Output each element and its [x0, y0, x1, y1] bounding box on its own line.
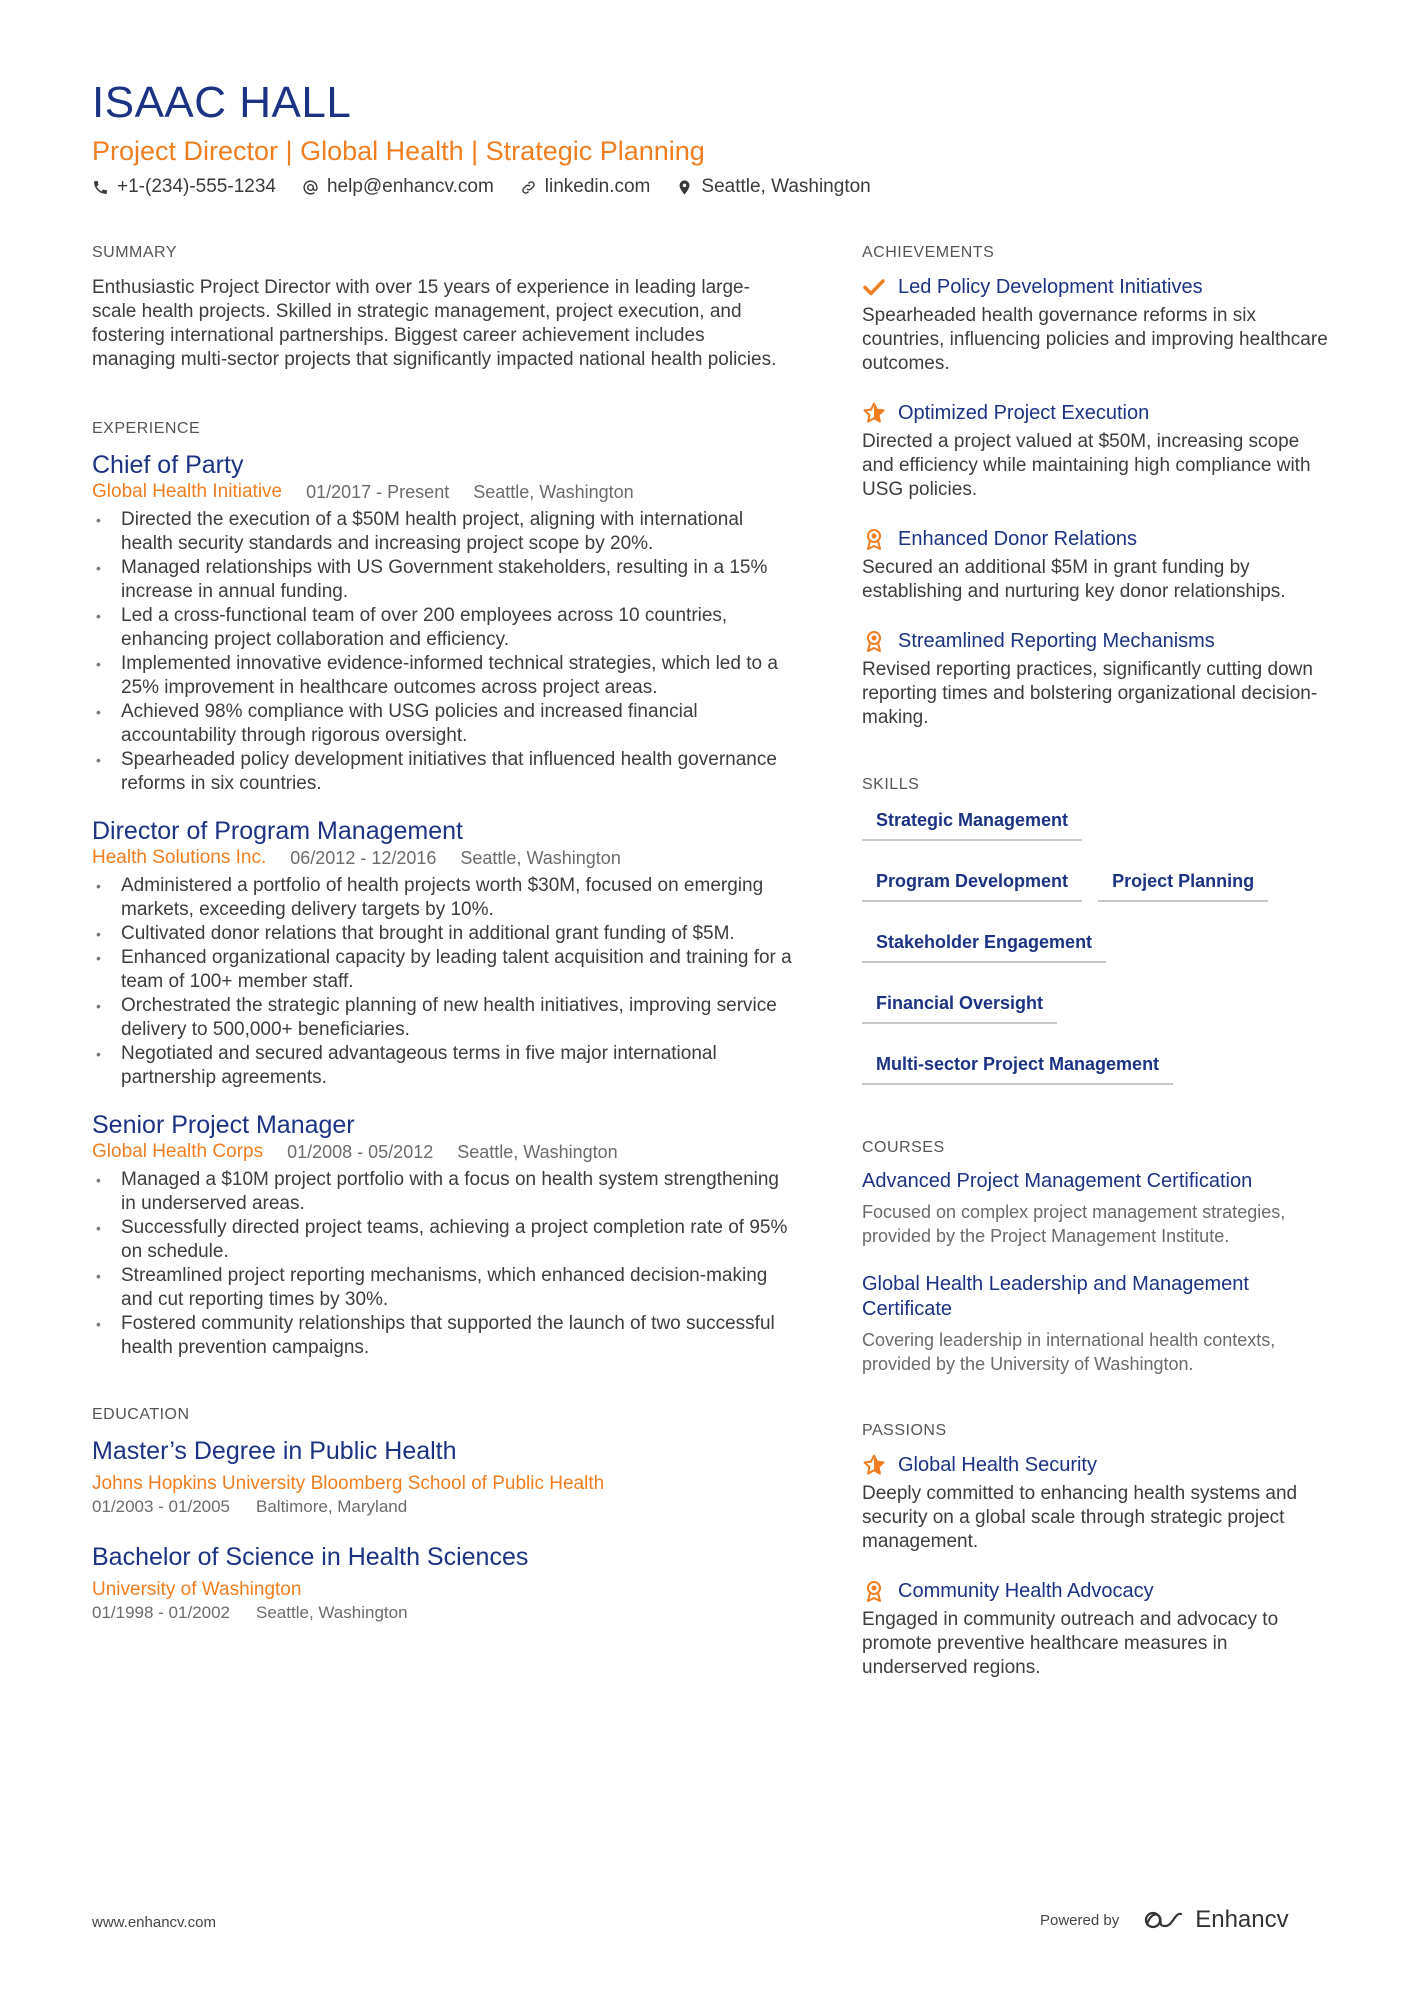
achievement-desc: Spearheaded health governance reforms in six countries, influencing policies and improving healthcare outcomes. [862, 305, 1328, 374]
bullet-item: • Directed the execution of a $50M health project, aligning with international health security standards and increasing project scope by 20%. [92, 508, 792, 556]
star-icon [862, 1453, 886, 1477]
job-dates: 01/2008 - 05/2012 [287, 1142, 434, 1162]
company-name: Health Solutions Inc. [92, 847, 267, 868]
award-icon [862, 527, 886, 551]
location-pin-icon [676, 179, 693, 196]
enhancv-logo-icon [1143, 1908, 1187, 1932]
achievement-header [862, 274, 1332, 300]
skills-list [862, 804, 1332, 1109]
bullet-item: • Fostered community relationships that supported the launch of two successful health prevention campaigns. [92, 1312, 792, 1360]
right-column [862, 244, 1332, 1680]
at-icon [302, 179, 319, 196]
education-meta [92, 1602, 792, 1624]
job-dates: 01/2017 - Present [306, 482, 450, 502]
summary-heading: SUMMARY [92, 244, 177, 261]
check-icon [862, 275, 886, 299]
course-item [862, 1169, 1332, 1248]
job-location: Seattle, Washington [473, 482, 634, 502]
school-name: Johns Hopkins University Bloomberg School of Public Health [92, 1473, 605, 1494]
passion-title: Global Health Security [898, 1454, 1097, 1476]
bullet-item: • Cultivated donor relations that brought in additional grant funding of $5M. [92, 922, 792, 946]
degree-title: Master’s Degree in Public Health [92, 1437, 457, 1465]
job-title: Senior Project Manager [92, 1111, 355, 1139]
skill-tag: Stakeholder Engagement [862, 926, 1106, 963]
powered-by-label: Powered by [1040, 1911, 1120, 1929]
linkedin-text[interactable]: linkedin.com [544, 176, 651, 197]
brand-name: Enhancv [1195, 1906, 1289, 1933]
job-meta [92, 1140, 792, 1164]
job-title: Director of Program Management [92, 817, 463, 845]
school-name: University of Washington [92, 1579, 302, 1600]
achievement-title: Enhanced Donor Relations [898, 528, 1138, 550]
candidate-name: ISAAC HALL [92, 78, 352, 127]
passion-desc: Deeply committed to enhancing health systems and security on a global scale through strategic project management. [862, 1483, 1298, 1552]
award-icon [862, 629, 886, 653]
skill-tag: Strategic Management [862, 804, 1082, 841]
link-icon [520, 179, 537, 196]
achievement-desc: Revised reporting practices, significantly cutting down reporting times and bolstering organizational decision-making. [862, 659, 1318, 728]
bullet-item: • Led a cross-functional team of over 200 employees across 10 countries, enhancing project collaboration and efficiency. [92, 604, 792, 652]
achievements-heading: ACHIEVEMENTS [862, 244, 995, 261]
achievements-section [862, 244, 1332, 730]
passions-section [862, 1422, 1332, 1680]
job-bullets [92, 1168, 792, 1360]
bullet-item: • Orchestrated the strategic planning of new health initiatives, improving service delivery to 500,000+ beneficiaries. [92, 994, 792, 1042]
passion-item [862, 1452, 1332, 1554]
education-dates: 01/2003 - 01/2005 [92, 1497, 231, 1516]
achievement-title: Streamlined Reporting Mechanisms [898, 630, 1215, 652]
achievement-item [862, 400, 1332, 502]
education-dates: 01/1998 - 01/2002 [92, 1603, 231, 1622]
education-location: Seattle, Washington [256, 1603, 408, 1622]
location-text: Seattle, Washington [701, 176, 871, 197]
experience-section [92, 420, 792, 1360]
passion-header [862, 1578, 1332, 1604]
award-icon [862, 1579, 886, 1603]
contact-phone [92, 176, 276, 198]
education-heading: EDUCATION [92, 1406, 190, 1423]
course-title: Global Health Leadership and Management Certificate [862, 1273, 1249, 1320]
education-entry [92, 1542, 792, 1624]
company-name: Global Health Corps [92, 1141, 264, 1162]
skill-tag: Project Planning [1098, 865, 1268, 902]
contact-bar [92, 176, 871, 198]
skill-tag: Program Development [862, 865, 1082, 902]
bullet-item: • Spearheaded policy development initiatives that influenced health governance reforms in six countries. [92, 748, 792, 796]
contact-linkedin[interactable] [520, 176, 651, 198]
job-bullets [92, 508, 792, 796]
job-entry [92, 1110, 792, 1360]
achievement-item [862, 274, 1332, 376]
course-desc: Covering leadership in international health contexts, provided by the University of Washington. [862, 1330, 1276, 1374]
passion-title: Community Health Advocacy [898, 1580, 1154, 1602]
education-section [92, 1406, 792, 1624]
achievement-title: Led Policy Development Initiatives [898, 276, 1203, 298]
job-location: Seattle, Washington [460, 848, 621, 868]
bullet-item: • Enhanced organizational capacity by leading talent acquisition and training for a team of 100+ member staff. [92, 946, 792, 994]
job-meta [92, 846, 792, 870]
enhancv-logo[interactable] [1143, 1906, 1288, 1934]
achievement-desc: Directed a project valued at $50M, increasing scope and efficiency while maintaining high compliance with USG policies. [862, 431, 1311, 500]
education-entry [92, 1436, 792, 1518]
passion-header [862, 1452, 1332, 1478]
contact-location [676, 176, 870, 198]
achievement-item [862, 526, 1332, 604]
achievement-header [862, 400, 1332, 426]
achievement-header [862, 526, 1332, 552]
bullet-item: • Negotiated and secured advantageous terms in five major international partnership agreements. [92, 1042, 792, 1090]
skills-section [862, 776, 1332, 1109]
company-name: Global Health Initiative [92, 481, 283, 502]
job-dates: 06/2012 - 12/2016 [290, 848, 437, 868]
education-location: Baltimore, Maryland [256, 1497, 408, 1516]
bullet-item: • Managed relationships with US Government stakeholders, resulting in a 15% increase in annual funding. [92, 556, 792, 604]
course-title: Advanced Project Management Certification [862, 1170, 1253, 1192]
bullet-item: • Administered a portfolio of health projects worth $30M, focused on emerging markets, exceeding delivery targets by 10%. [92, 874, 792, 922]
summary-text: Enthusiastic Project Director with over 15 years of experience in leading large-scale health projects. Skilled in strategic management, project execution, and fostering international partnerships. Biggest career achievement includes managing multi-sector projects that significantly impacted national health policies. [92, 277, 777, 370]
degree-title: Bachelor of Science in Health Sciences [92, 1543, 529, 1571]
skills-heading: SKILLS [862, 776, 920, 793]
achievement-title: Optimized Project Execution [898, 402, 1150, 424]
skill-tag: Financial Oversight [862, 987, 1057, 1024]
bullet-item: • Achieved 98% compliance with USG policies and increased financial accountability through rigorous oversight. [92, 700, 792, 748]
passions-heading: PASSIONS [862, 1422, 947, 1439]
achievement-item [862, 628, 1332, 730]
job-entry [92, 450, 792, 796]
email-text[interactable]: help@enhancv.com [326, 176, 494, 197]
course-item [862, 1272, 1332, 1376]
job-location: Seattle, Washington [457, 1142, 618, 1162]
footer-website[interactable]: www.enhancv.com [92, 1914, 216, 1931]
achievement-desc: Secured an additional $5M in grant funding by establishing and nurturing key donor relationships. [862, 557, 1286, 602]
contact-email[interactable] [302, 176, 494, 198]
phone-text: +1-(234)-555-1234 [117, 176, 276, 197]
bullet-item: • Streamlined project reporting mechanisms, which enhanced decision-making and cut reporting times by 30%. [92, 1264, 792, 1312]
bullet-item: • Successfully directed project teams, achieving a project completion rate of 95% on schedule. [92, 1216, 792, 1264]
bullet-item: • Managed a $10M project portfolio with a focus on health system strengthening in underserved areas. [92, 1168, 792, 1216]
course-desc: Focused on complex project management strategies, provided by the Project Management Institute. [862, 1202, 1286, 1246]
left-column [92, 244, 792, 1624]
courses-section [862, 1139, 1332, 1376]
skill-tag: Multi-sector Project Management [862, 1048, 1173, 1085]
passion-desc: Engaged in community outreach and advocacy to promote preventive healthcare measures in underserved regions. [862, 1609, 1279, 1678]
bullet-item: • Implemented innovative evidence-informed technical strategies, which led to a 25% improvement in healthcare outcomes across project areas. [92, 652, 792, 700]
phone-icon [92, 179, 109, 196]
job-bullets [92, 874, 792, 1090]
job-entry [92, 816, 792, 1090]
headline: Project Director | Global Health | Strategic Planning [92, 136, 705, 166]
achievement-header [862, 628, 1332, 654]
footer-branding [1040, 1906, 1289, 1934]
job-meta [92, 480, 792, 504]
courses-heading: COURSES [862, 1139, 945, 1156]
experience-heading: EXPERIENCE [92, 420, 201, 437]
passion-item [862, 1578, 1332, 1680]
summary-section [92, 244, 792, 372]
star-icon [862, 401, 886, 425]
education-meta [92, 1496, 792, 1518]
job-title: Chief of Party [92, 451, 244, 479]
